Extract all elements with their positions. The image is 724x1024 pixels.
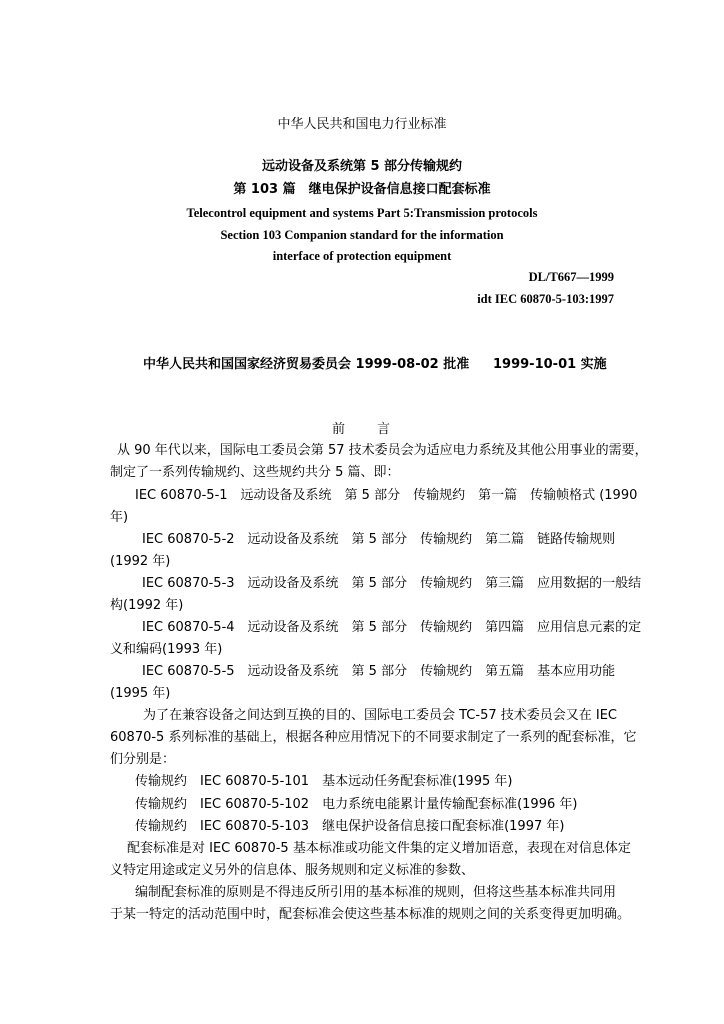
standard-number: DL/T667—1999: [528, 270, 614, 284]
idt-reference: idt IEC 60870-5-103:1997: [477, 292, 614, 306]
companion-standard-item: 传输规约 IEC 60870-5-101 基本远动任务配套标准(1995 年): [135, 774, 513, 789]
title-en-line-2: Section 103 Companion standard for the information: [220, 228, 504, 242]
body-line: (1995 年): [110, 686, 171, 701]
body-line: 制定了一系列传输规约、这些规约共分 5 篇、即：: [110, 465, 400, 480]
body-line: 义特定用途或定义另外的信息体、服务规则和定义标准的参数、: [110, 863, 475, 878]
title-cn-line-1: 远动设备及系统第 5 部分传输规约: [261, 159, 463, 174]
body-line: 义和编码(1993 年): [110, 642, 223, 657]
implementation-date: 1999-10-01 实施: [493, 357, 607, 372]
body-line: IEC 60870-5-4 远动设备及系统 第 5 部分 传输规约 第四篇 应用信息元素的定: [142, 620, 642, 635]
title-en-line-1: Telecontrol equipment and systems Part 5:Transmission protocols: [186, 206, 538, 220]
body-line: (1992 年): [110, 554, 171, 569]
title-cn-line-2: 第 103 篇 继电保护设备信息接口配套标准: [233, 182, 491, 197]
body-line: 为了在兼容设备之间达到互换的目的、国际电工委员会 TC-57 技术委员会又在 IEC: [143, 708, 618, 723]
body-line: 编制配套标准的原则是不得违反所引用的基本标准的规则，但将这些基本标准共同用: [135, 885, 617, 900]
body-line: IEC 60870-5-3 远动设备及系统 第 5 部分 传输规约 第三篇 应用数据的一般结: [142, 576, 642, 591]
body-line: 从 90 年代以来，国际电工委员会第 57 技术委员会为适应电力系统及其他公用事业的需要，: [117, 443, 648, 458]
title-en-line-3: interface of protection equipment: [272, 249, 452, 263]
companion-standard-item: 传输规约 IEC 60870-5-103 继电保护设备信息接口配套标准(1997 年): [135, 819, 565, 834]
body-line: 们分别是：: [110, 752, 176, 767]
body-line: IEC 60870-5-1 远动设备及系统 第 5 部分 传输规约 第一篇 传输帧格式 (1990: [135, 488, 638, 503]
body-line: 配套标准是对 IEC 60870-5 基本标准或功能文件集的定义增加语意，表现在对信息体定: [127, 841, 631, 856]
foreword-heading: 前 言: [331, 422, 392, 437]
body-line: 年): [110, 510, 129, 525]
companion-standard-item: 传输规约 IEC 60870-5-102 电力系统电能累计量传输配套标准(1996 年): [135, 797, 578, 812]
approval-date: 中华人民共和国国家经济贸易委员会 1999-08-02 批准: [143, 357, 470, 372]
body-line: IEC 60870-5-2 远动设备及系统 第 5 部分 传输规约 第二篇 链路传输规则: [142, 532, 616, 547]
industry-standard-label: 中华人民共和国电力行业标准: [277, 117, 447, 132]
body-line: IEC 60870-5-5 远动设备及系统 第 5 部分 传输规约 第五篇 基本应用功能: [142, 664, 616, 679]
body-line: 60870-5 系列标准的基础上，根据各种应用情况下的不同要求制定了一系列的配套标准，它: [110, 730, 637, 745]
body-line: 于某一特定的活动范围中时，配套标准会使这些基本标准的规则之间的关系变得更加明确。: [110, 907, 631, 922]
body-line: 构(1992 年): [110, 598, 184, 613]
